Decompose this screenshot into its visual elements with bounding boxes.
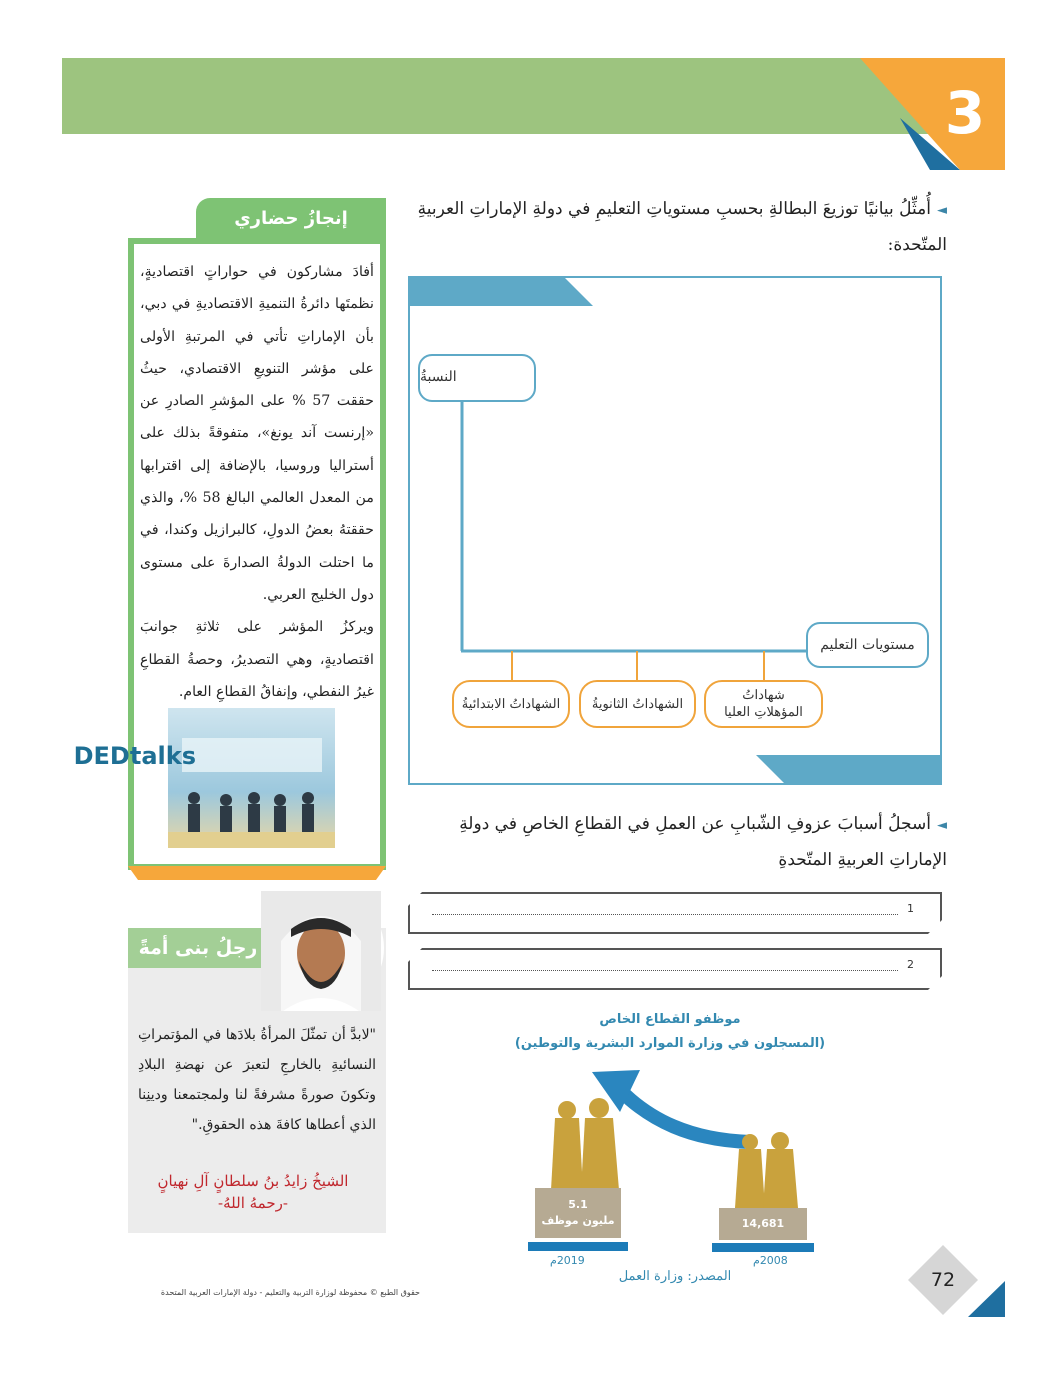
y-axis-label: النسبةُ: [418, 354, 536, 402]
unit-number: 3: [944, 79, 986, 147]
achievement-text: [140, 256, 374, 708]
year-2008: 2008م: [753, 1254, 788, 1267]
copyright: حقوق الطبع © محفوظة لوزارة التربية والتعليم - دولة الإمارات العربية المتحدة: [160, 1288, 420, 1297]
question-1: [407, 192, 947, 262]
people-figures-icon: [730, 1132, 802, 1208]
category-label: شهاداتُ: [742, 688, 785, 703]
bullet-icon: ◄: [937, 203, 947, 218]
year-2019: 2019م: [550, 1254, 585, 1267]
achievement-paragraph-1: أفادَ مشاركون في حواراتٍ اقتصاديةٍ، نظمتَها دائرةُ التنميةِ الاقتصاديةِ في دبي، بأن الإماراتِ تأتي في المرتبةِ الأولى على مؤشر التنويعِ الاقتصادي، حيثُ حققت 57 % على المؤشرِ الصادرِ عن «إرنست آند يونغ»، متفوقةً بذلك على أستراليا وروسيا، بالإضافة إلى اقترابها من المعدل العالمي البالغ 58 %، والذي حققتهُ بعضُ الدولِ، كالبرازيل وكندا، في ما احتلت الدولةُ الصدارةَ على مستوى دول الخليج العربي.: [140, 264, 374, 603]
answer-number: 1: [907, 902, 914, 915]
pedestal-2008: [719, 1208, 807, 1240]
achievement-paragraph-2: ويركزُ المؤشر على ثلاثةِ جوانبَ اقتصاديةٍ، وهي التصديرُ، وحصةُ القطاعِ غيرُ النفطي، وإنفاقُ القطاعِ العام.: [140, 619, 374, 700]
page-number: 72: [930, 1269, 956, 1291]
bullet-icon: ◄: [937, 818, 947, 833]
unit-2019: مليون موظف: [541, 1214, 615, 1227]
nation-builder-title: رجلُ بنى أمةً: [138, 937, 258, 959]
answer-line-2-content: [420, 948, 930, 990]
value-2019: 5.1: [568, 1198, 588, 1211]
people-figures-icon: [545, 1098, 625, 1190]
value-2008: 14,681: [741, 1217, 785, 1230]
chapter-banner: [62, 58, 940, 134]
pedestal-base: [528, 1242, 628, 1251]
x-axis-label: مستويات التعليم: [806, 622, 929, 668]
sheikh-portrait: [264, 888, 384, 1008]
category-primary: الشهاداتُ الابتدائيةُ: [452, 680, 570, 728]
signature-name: الشيخُ زايدُ بنُ سلطانٍ آلِ نهيانٍ: [157, 1172, 349, 1190]
pedestal-base: [712, 1243, 814, 1252]
question-2: [407, 807, 947, 877]
answer-dots: [432, 970, 898, 971]
question-1-text: أُمثِّلُ بيانيًا توزيعَ البطالةِ بحسبِ مستوياتِ التعليمِ في دولةِ الإماراتِ العربيةِ المتّحدة:: [417, 199, 947, 255]
achievement-strip: [128, 866, 386, 880]
quote-text: "لابدَّ أن تمثّلَ المرأةُ بلادَها في المؤتمراتِ النسائيةِ بالخارجِ لتعبرَ عن نهضةِ البلادِ وتكونَ صورةً مشرفةً لنا ولمجتمعنا ودينِنا الذي أعطاها كافةَ هذه الحقوقِ.": [138, 1027, 376, 1133]
infographic-title: موظفو القطاع الخاص: [599, 1012, 741, 1027]
source-note: المصدر: وزارة العمل: [618, 1269, 732, 1284]
quote-signature: [138, 1170, 368, 1214]
signature-suffix: -رحمهُ اللهُ-: [218, 1194, 288, 1212]
category-label: المؤهلاتِ العليا: [724, 705, 803, 720]
dedtalks-photo: [73, 708, 335, 848]
achievement-title: إنجازُ حضاري: [234, 207, 348, 229]
infographic-subtitle: (المسجلون في وزارة الموارد البشرية والتوطين): [514, 1036, 826, 1051]
category-higher-qualifications: [704, 680, 823, 728]
pedestal-2019: [535, 1188, 621, 1238]
photo-logo-text: DEDtalks: [73, 742, 196, 770]
answer-line-1-content: [420, 892, 930, 934]
answer-number: 2: [907, 958, 914, 971]
category-secondary: الشهاداتُ الثانويةُ: [579, 680, 696, 728]
answer-dots: [432, 914, 898, 915]
question-2-text: أسجلُ أسبابَ عزوفِ الشّبابِ عن العملِ في القطاعِ الخاصِ في دولةِ الإماراتِ العربيةِ المتّحدةِ: [459, 814, 947, 870]
